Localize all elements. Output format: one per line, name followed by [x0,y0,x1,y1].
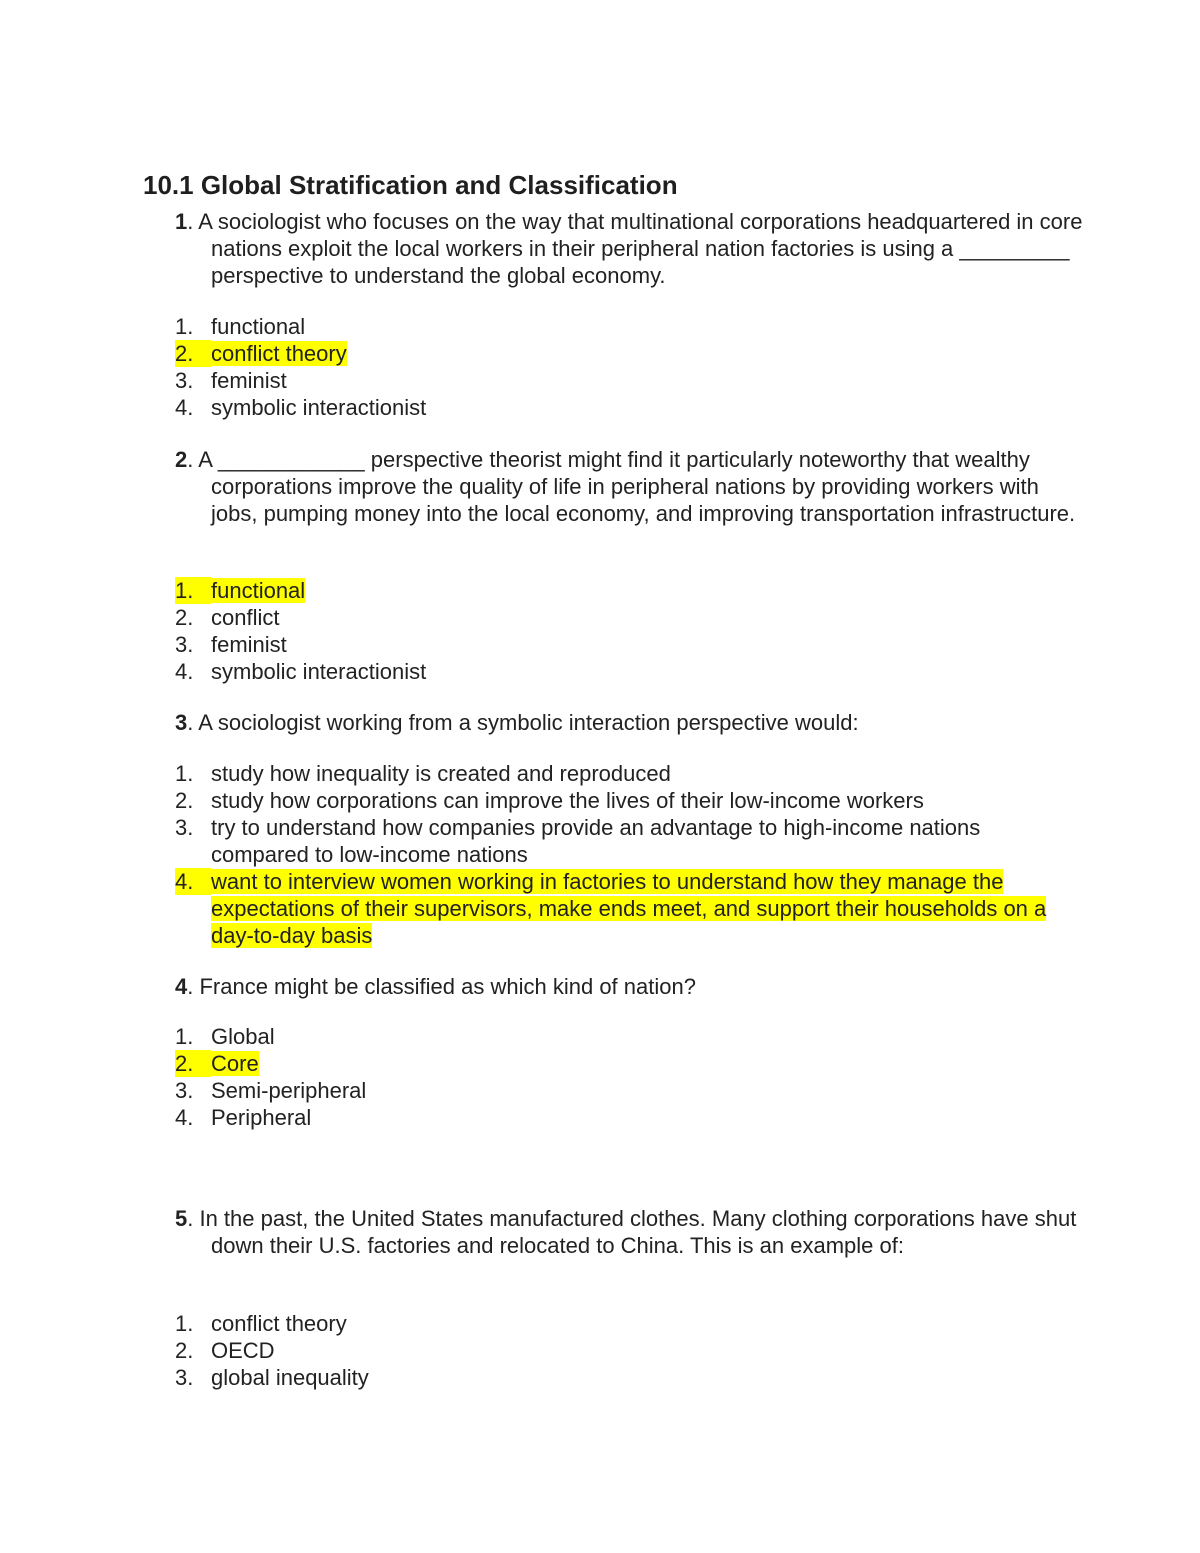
option-number: 3. [175,815,194,840]
option-number: 1. [175,1024,194,1049]
option-number: 2. [175,788,194,813]
option-number: 2. [175,605,194,630]
option-number: 1. [175,314,194,339]
option-label: feminist [211,368,287,393]
question-4 [175,973,1091,1000]
option-number: 4. [175,868,211,895]
question-1 [175,208,1091,289]
option-item [175,631,1055,658]
question-text: . France might be classified as which kind of nation? [187,974,696,999]
option-item-answer [175,577,1055,604]
question-number: 1 [175,209,188,234]
option-label-highlighted: functional [211,578,306,603]
option-label: Peripheral [211,1105,312,1130]
option-number: 3. [175,368,194,393]
option-label: Global [211,1024,275,1049]
question-5 [175,1205,1091,1259]
option-number: 3. [175,1078,194,1103]
option-label: feminist [211,632,287,657]
option-item [175,658,1055,685]
option-number: 1. [175,1311,194,1336]
option-label-highlighted: conflict theory [211,341,347,366]
question-number: 2 [175,447,188,472]
question-text: . A sociologist who focuses on the way that multinational corporations headquartered in core nations exploit the local workers in their peripheral nation factories is using a _________ perspective to understand the global economy. [187,209,1083,288]
option-label: study how corporations can improve the lives of their low-income workers [211,788,924,813]
option-item [175,604,1055,631]
question-3-options [175,760,1055,949]
question-text: . A ____________ perspective theorist might find it particularly noteworthy that wealthy corporations improve the quality of life in peripheral nations by providing workers with jobs, pumping money into the local economy, and improving transportation infrastructure. [187,447,1076,526]
option-label: try to understand how companies provide an advantage to high-income nations compared to low-income nations [211,815,981,867]
option-number: 1. [175,577,211,604]
option-item-answer [175,1050,1055,1077]
question-5-options [175,1310,1055,1391]
option-number: 4. [175,395,194,420]
question-4-options [175,1023,1055,1131]
option-item [175,313,1055,340]
option-number: 2. [175,1338,194,1363]
option-item-answer [175,340,1055,367]
option-label: symbolic interactionist [211,659,427,684]
option-item [175,1364,1055,1391]
option-item [175,1310,1055,1337]
option-item [175,367,1055,394]
question-1-options [175,313,1055,421]
section-title: 10.1 Global Stratification and Classification [143,170,678,200]
option-number: 3. [175,632,194,657]
question-text: . A sociologist working from a symbolic interaction perspective would: [187,710,859,735]
option-item [175,1077,1055,1104]
option-item [175,1104,1055,1131]
question-2 [175,446,1091,527]
option-number: 2. [175,340,211,367]
option-label: Semi-peripheral [211,1078,367,1103]
option-number: 3. [175,1365,194,1390]
option-number: 4. [175,659,194,684]
question-3 [175,709,1091,736]
option-item [175,814,1055,868]
option-number: 1. [175,761,194,786]
option-item [175,787,1055,814]
question-number: 3 [175,710,188,735]
option-label: conflict theory [211,1311,347,1336]
question-number: 4 [175,974,188,999]
option-label: functional [211,314,306,339]
option-label: symbolic interactionist [211,395,427,420]
option-label-highlighted: Core [211,1051,259,1076]
option-number: 2. [175,1050,211,1077]
question-text: . In the past, the United States manufactured clothes. Many clothing corporations have shut down their U.S. factories and relocated to China. This is an example of: [187,1206,1077,1258]
question-number: 5 [175,1206,188,1231]
option-label: study how inequality is created and reproduced [211,761,671,786]
option-label: conflict [211,605,280,630]
option-label: OECD [211,1338,275,1363]
option-item [175,1337,1055,1364]
option-label: global inequality [211,1365,369,1390]
option-item [175,394,1055,421]
question-2-options [175,577,1055,685]
option-label-highlighted: want to interview women working in factories to understand how they manage the expectations of their supervisors, make ends meet, and support their households on a day-to-day basis [211,869,1047,948]
option-item [175,760,1055,787]
option-number: 4. [175,1105,194,1130]
option-item-answer [175,868,1055,949]
option-item [175,1023,1055,1050]
